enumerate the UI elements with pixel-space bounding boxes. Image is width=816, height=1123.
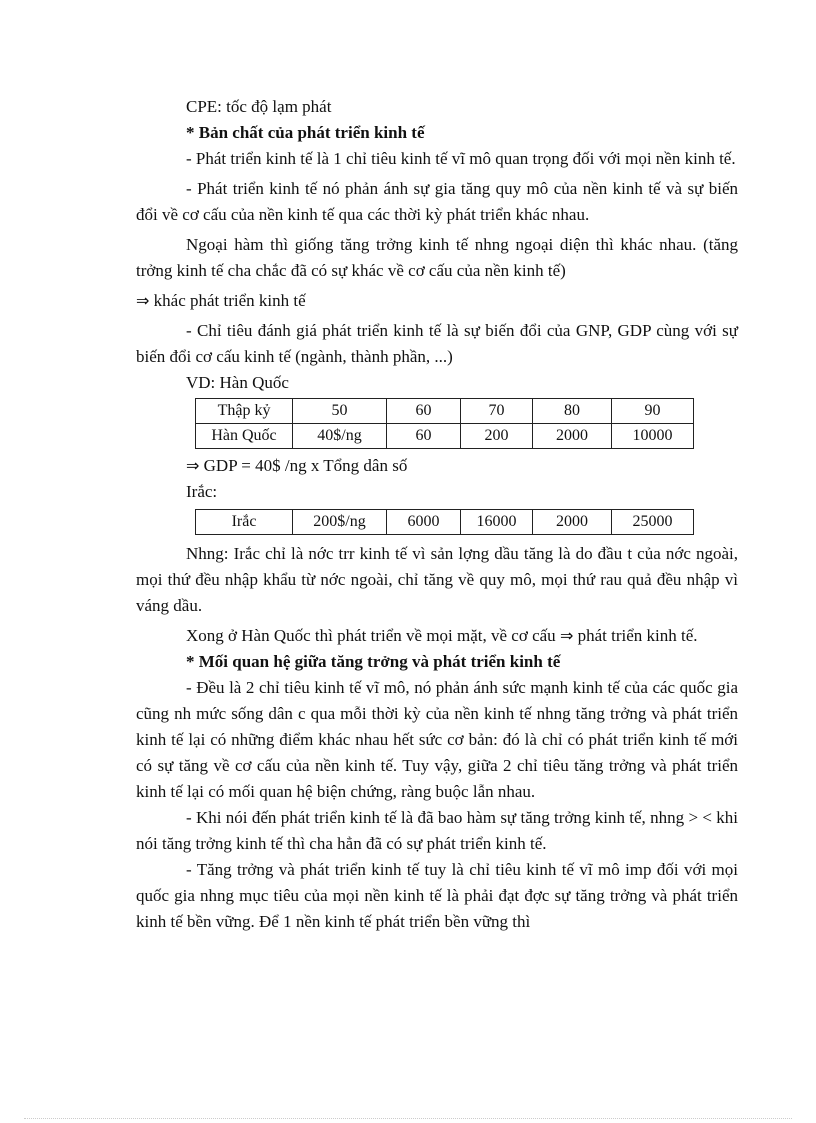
- document-page: [136, 94, 738, 935]
- table-cell: 60: [387, 424, 461, 449]
- table-cell: 200: [461, 424, 533, 449]
- implies-arrow-icon: ⇒: [136, 291, 150, 310]
- table-cell: Irắc: [196, 510, 293, 535]
- paragraph-4-text: khác phát triển kinh tế: [153, 291, 306, 310]
- table-cell: 80: [533, 399, 612, 424]
- table-cell: 40$/ng: [293, 424, 387, 449]
- table-cell: 70: [461, 399, 533, 424]
- gdp-formula-text: GDP = 40$ /ng x Tổng dân số: [203, 456, 408, 475]
- table-cell: Hàn Quốc: [196, 424, 293, 449]
- table-cell: 25000: [612, 510, 694, 535]
- table-cell: 16000: [461, 510, 533, 535]
- paragraph-7-text: Xong ở Hàn Quốc thì phát triển về mọi mặt, về cơ cấu: [186, 626, 556, 645]
- paragraph-6: Nhng: Irắc chỉ là nớc trr kinh tế vì sản lợng dầu tăng là do đầu t của nớc ngoài, mọi thứ đều nhập khẩu từ nớc ngoài, chỉ tăng về quy mô, mọi thứ rau quả đều nhập vì váng dầu.: [136, 544, 738, 615]
- table-row: [196, 424, 694, 449]
- table-cell: Thập kỷ: [196, 399, 293, 424]
- paragraph-4: [136, 288, 738, 314]
- table-cell: 2000: [533, 510, 612, 535]
- table-cell: 60: [387, 399, 461, 424]
- paragraph-2: - Phát triển kinh tế nó phản ánh sự gia tăng quy mô của nền kinh tế và sự biến đổi về cơ cấu của nền kinh tế qua các thời kỳ phát triển khác nhau.: [136, 179, 738, 224]
- page-bottom-divider: [24, 1118, 792, 1119]
- cpe-line: CPE: tốc độ lạm phát: [186, 97, 332, 116]
- table-cell: 2000: [533, 424, 612, 449]
- paragraph-1: - Phát triển kinh tế là 1 chỉ tiêu kinh tế vĩ mô quan trọng đối với mọi nền kinh tế.: [186, 149, 736, 168]
- paragraph-7-tail: phát triển kinh tế.: [577, 626, 698, 645]
- section-heading-nature: * Bản chất của phát triển kinh tế: [186, 123, 425, 142]
- table-cell: 200$/ng: [293, 510, 387, 535]
- table-cell: 10000: [612, 424, 694, 449]
- implies-arrow-icon: ⇒: [559, 626, 574, 645]
- paragraph-9: - Khi nói đến phát triển kinh tế là đã bao hàm sự tăng trởng kinh tế, nhng > < khi nói tăng trởng kinh tế thì cha hẳn đã có sự phát triển kinh tế.: [136, 808, 738, 853]
- iraq-label: Irắc:: [186, 482, 218, 501]
- section-heading-relationship: * Mối quan hệ giữa tăng trởng và phát triển kinh tế: [186, 652, 561, 671]
- table-row-header: [196, 399, 694, 424]
- paragraph-3: Ngoại hàm thì giống tăng trởng kinh tế nhng ngoại diện thì khác nhau. (tăng trởng kinh tế cha chắc đã có sự khác về cơ cấu của nền kinh tế): [136, 235, 738, 280]
- implies-arrow-icon: ⇒: [186, 456, 200, 475]
- iraq-gdp-table: [195, 509, 694, 535]
- paragraph-8: - Đều là 2 chỉ tiêu kinh tế vĩ mô, nó phản ánh sức mạnh kinh tế của các quốc gia cũng nh mức sống dân c qua mỗi thời kỳ của nền kinh tế nhng tăng trởng và phát triển kinh tế lại có những điểm khác nhau hết sức cơ bản: đó là chỉ có phát triển kinh tế mới có sự tăng về cơ cấu của nền kinh tế. Tuy vậy, giữa 2 chỉ tiêu tăng trởng và phát triển kinh tế lại có mối quan hệ biện chứng, ràng buộc lẫn nhau.: [136, 678, 738, 801]
- table-cell: 6000: [387, 510, 461, 535]
- table-cell: 90: [612, 399, 694, 424]
- table-row: [196, 510, 694, 535]
- paragraph-10: - Tăng trởng và phát triển kinh tế tuy là chỉ tiêu kinh tế vĩ mô imp đối với mọi quốc gia nhng mục tiêu của mọi nền kinh tế là phải đạt đợc sự tăng trởng và phát triển kinh tế bền vững. Để 1 nền kinh tế phát triển bền vững thì: [136, 860, 738, 931]
- example-label: VD: Hàn Quốc: [186, 373, 289, 392]
- paragraph-5: - Chỉ tiêu đánh giá phát triển kinh tế là sự biến đổi của GNP, GDP cùng với sự biến đổi cơ cấu kinh tế (ngành, thành phần, ...): [136, 321, 738, 366]
- table-cell: 50: [293, 399, 387, 424]
- korea-gdp-table: [195, 398, 694, 449]
- gdp-formula: [136, 453, 738, 479]
- paragraph-7: [136, 623, 738, 649]
